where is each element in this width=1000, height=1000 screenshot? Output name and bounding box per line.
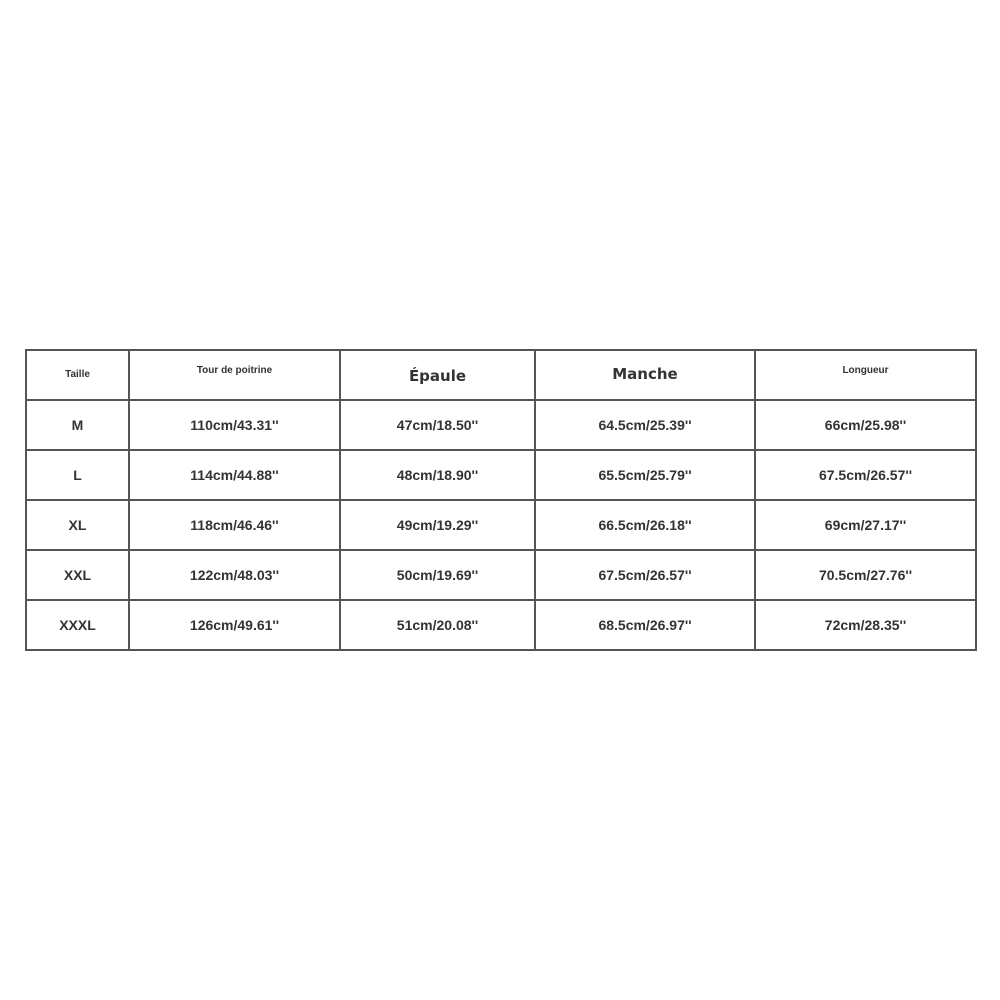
cell-shoulder: 48cm/18.90'' (340, 450, 535, 500)
cell-length: 67.5cm/26.57'' (755, 450, 976, 500)
cell-shoulder: 51cm/20.08'' (340, 600, 535, 650)
cell-shoulder: 49cm/19.29'' (340, 500, 535, 550)
cell-chest: 110cm/43.31'' (129, 400, 340, 450)
cell-length: 72cm/28.35'' (755, 600, 976, 650)
cell-length: 66cm/25.98'' (755, 400, 976, 450)
cell-chest: 114cm/44.88'' (129, 450, 340, 500)
cell-length: 70.5cm/27.76'' (755, 550, 976, 600)
table-row (26, 600, 976, 650)
cell-sleeve: 67.5cm/26.57'' (535, 550, 755, 600)
header-length: Longueur (755, 350, 976, 400)
table-header-row (26, 350, 976, 400)
cell-size: XXXL (26, 600, 129, 650)
cell-length: 69cm/27.17'' (755, 500, 976, 550)
cell-shoulder: 50cm/19.69'' (340, 550, 535, 600)
cell-sleeve: 65.5cm/25.79'' (535, 450, 755, 500)
table-row (26, 500, 976, 550)
cell-sleeve: 68.5cm/26.97'' (535, 600, 755, 650)
cell-chest: 118cm/46.46'' (129, 500, 340, 550)
size-chart-table (25, 349, 977, 651)
header-size: Taille (26, 350, 129, 400)
cell-chest: 122cm/48.03'' (129, 550, 340, 600)
header-chest: Tour de poitrine (129, 350, 340, 400)
cell-chest: 126cm/49.61'' (129, 600, 340, 650)
cell-size: L (26, 450, 129, 500)
cell-size: XXL (26, 550, 129, 600)
cell-size: M (26, 400, 129, 450)
cell-size: XL (26, 500, 129, 550)
cell-sleeve: 64.5cm/25.39'' (535, 400, 755, 450)
cell-shoulder: 47cm/18.50'' (340, 400, 535, 450)
header-shoulder: Épaule (340, 350, 535, 400)
cell-sleeve: 66.5cm/26.18'' (535, 500, 755, 550)
table-row (26, 550, 976, 600)
table-row (26, 400, 976, 450)
table-row (26, 450, 976, 500)
header-sleeve: Manche (535, 350, 755, 400)
